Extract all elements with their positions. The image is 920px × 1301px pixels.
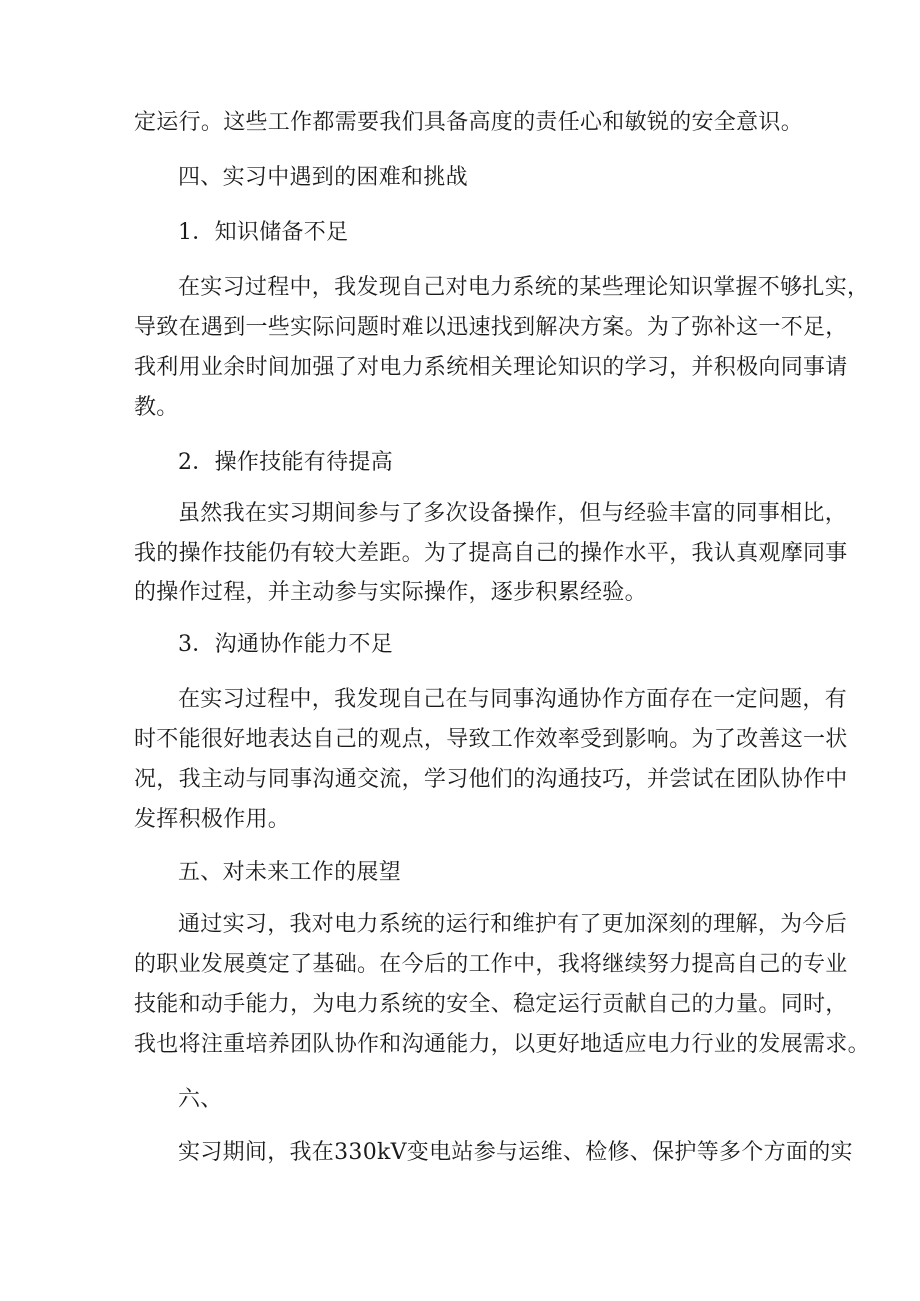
section-heading-5: 五、对未来工作的展望 [178, 860, 402, 885]
paragraph-line: 技能和动手能力，为电力系统的安全、稳定运行贡献自己的力量。同时， [134, 992, 848, 1017]
subheading-2: 2．操作技能有待提高 [178, 450, 393, 475]
paragraph-line: 发挥积极作用。 [134, 807, 291, 832]
section-heading-6: 六、 [178, 1087, 223, 1112]
paragraph-line: 教。 [134, 395, 179, 420]
paragraph-line: 在实习过程中，我发现自己对电力系统的某些理论知识掌握不够扎实， [178, 275, 870, 300]
paragraph-line: 时不能很好地表达自己的观点，导致工作效率受到影响。为了改善这一状 [134, 727, 848, 752]
paragraph-line: 定运行。这些工作都需要我们具备高度的责任心和敏锐的安全意识。 [134, 110, 804, 135]
paragraph-line: 通过实习，我对电力系统的运行和维护有了更加深刻的理解，为今后 [178, 912, 848, 937]
paragraph-line: 的操作过程，并主动参与实际操作，逐步积累经验。 [134, 580, 647, 605]
paragraph-line: 导致在遇到一些实际问题时难以迅速找到解决方案。为了弥补这一不足， [134, 315, 848, 340]
subheading-1: 1．知识储备不足 [178, 220, 349, 245]
paragraph-line: 的职业发展奠定了基础。在今后的工作中，我将继续努力提高自己的专业 [134, 952, 848, 977]
paragraph-line: 我的操作技能仍有较大差距。为了提高自己的操作水平，我认真观摩同事 [134, 541, 848, 566]
paragraph-line: 实习期间，我在330kV变电站参与运维、检修、保护等多个方面的实 [178, 1140, 853, 1165]
paragraph-line: 我利用业余时间加强了对电力系统相关理论知识的学习，并积极向同事请 [134, 355, 848, 380]
paragraph-line: 在实习过程中，我发现自己在与同事沟通协作方面存在一定问题，有 [178, 687, 848, 712]
section-heading-4: 四、实习中遇到的困难和挑战 [178, 165, 468, 190]
subheading-3: 3．沟通协作能力不足 [178, 632, 393, 657]
paragraph-line: 虽然我在实习期间参与了多次设备操作，但与经验丰富的同事相比， [178, 501, 848, 526]
paragraph-line: 我也将注重培养团队协作和沟通能力，以更好地适应电力行业的发展需求。 [134, 1032, 870, 1057]
paragraph-line: 况，我主动与同事沟通交流，学习他们的沟通技巧，并尝试在团队协作中 [134, 767, 848, 792]
